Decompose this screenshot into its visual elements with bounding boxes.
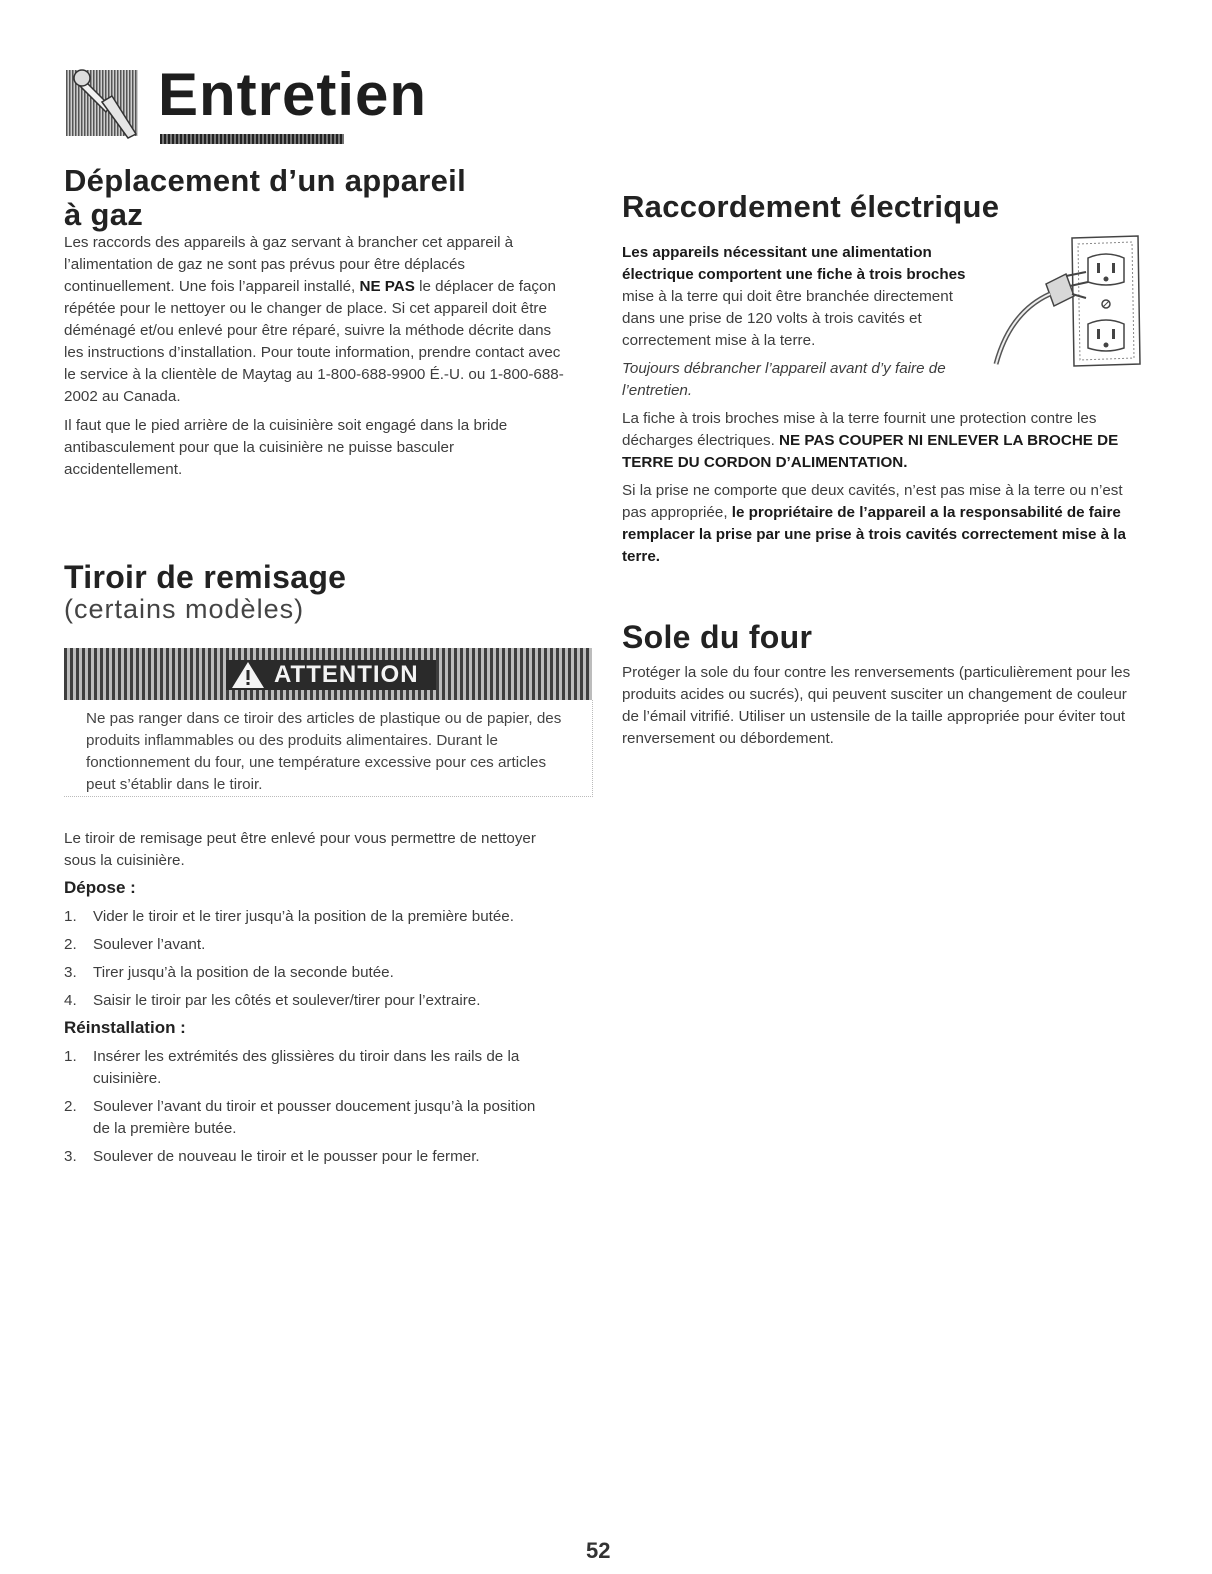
electrical-italic-note: Toujours débrancher l’appareil avant d’y faire de l’entretien. bbox=[622, 360, 946, 399]
wrench-tool-icon bbox=[66, 62, 146, 142]
list-item: 1. Insérer les extrémités des glissières du tiroir dans les rails de la cuisinière. bbox=[64, 1048, 520, 1087]
page-number: 52 bbox=[586, 1538, 611, 1563]
electrical-para1-bold: Les appareils nécessitant une alimentation électrique comportent une fiche à trois broches bbox=[622, 244, 966, 283]
oven-title: Sole du four bbox=[622, 619, 813, 655]
gas-section bbox=[64, 164, 574, 481]
gas-para1-text-a: Les raccords des appareils à gaz servant à brancher cet appareil à l’alimentation de gaz ne sont pas prévus pour être déplacés continuellement. Une fois l’appareil installé, bbox=[64, 234, 514, 295]
gas-para1-text-b: le déplacer de façon répétée pour le nettoyer ou le changer de place. Si cet appareil doit être déménagé et/ou enlevé pour être réparé, suivre la méthode décrite dans les instructions d’installation. Pour toute information, prendre contact avec le service à la clientèle de Maytag au 1-800-688-9900 É.-U. ou 1-800-688-2002 au Canada. bbox=[64, 278, 564, 405]
electrical-paragraph-1 bbox=[622, 242, 982, 352]
reinstall-steps bbox=[64, 1046, 544, 1168]
list-item: 4. Saisir le tiroir par les côtés et soulever/tirer pour l’extraire. bbox=[64, 992, 481, 1009]
removal-heading: Dépose : bbox=[64, 878, 136, 897]
gas-title-line1: Déplacement d’un appareil bbox=[64, 163, 466, 198]
electrical-para2-text: La fiche à trois broches mise à la terre fournit une protection contre les décharges électriques. bbox=[622, 410, 1097, 449]
warning-label: ATTENTION bbox=[226, 660, 436, 690]
gas-paragraph-1 bbox=[64, 232, 574, 408]
electrical-title: Raccordement électrique bbox=[622, 189, 1000, 224]
gas-paragraph-2: Il faut que le pied arrière de la cuisinière soit engagé dans la bride antibasculement pour que la cuisinière ne puisse basculer accidentellement. bbox=[64, 417, 508, 478]
list-item: 3. Tirer jusqu’à la position de la seconde butée. bbox=[64, 964, 394, 981]
drawer-title: Tiroir de remisage bbox=[64, 559, 347, 595]
plug-outlet-illustration bbox=[990, 232, 1142, 374]
electrical-para2-bold: NE PAS COUPER NI ENLEVER LA BROCHE DE TERRE DU CORDON D’ALIMENTATION. bbox=[622, 432, 1119, 471]
reinstall-heading: Réinstallation : bbox=[64, 1018, 186, 1037]
warning-text: Ne pas ranger dans ce tiroir des articles de plastique ou de papier, des produits inflammables ou des produits alimentaires. Durant le fonctionnement du four, une température excessive pour ces articles peut s’établir dans le tiroir. bbox=[86, 710, 562, 793]
electrical-paragraph-3 bbox=[622, 480, 1144, 568]
electrical-para3-text: Si la prise ne comporte que deux cavités, n’est pas mise à la terre ou n’est pas appropriée, bbox=[622, 482, 1123, 521]
electrical-paragraph-2 bbox=[622, 408, 1144, 474]
gas-title-line2: à gaz bbox=[64, 197, 144, 232]
list-item: 1. Vider le tiroir et le tirer jusqu’à la position de la première butée. bbox=[64, 908, 514, 925]
page-title: Entretien bbox=[158, 61, 428, 128]
electrical-para1-rest: mise à la terre qui doit être branchée directement dans une prise de 120 volts à trois cavités et correctement mise à la terre. bbox=[622, 288, 953, 349]
list-item: 3. Soulever de nouveau le tiroir et le pousser pour le fermer. bbox=[64, 1148, 480, 1165]
list-item: 2. Soulever l’avant du tiroir et pousser doucement jusqu’à la position de la première butée. bbox=[64, 1098, 536, 1137]
oven-paragraph: Protéger la sole du four contre les renversements (particulièrement pour les produits acides ou sucrés), qui peuvent susciter un changement de couleur de l’émail vitrifié. Utiliser un ustensile de la taille appropriée pour éviter tout renversement ou débordement. bbox=[622, 664, 1131, 747]
title-underline bbox=[160, 134, 344, 144]
list-item: 2. Soulever l’avant. bbox=[64, 936, 206, 953]
warning-triangle-icon bbox=[230, 660, 266, 690]
electrical-para3-bold: le propriétaire de l’appareil a la responsabilité de faire remplacer la prise par une prise à trois cavités correctement mise à la terre. bbox=[622, 504, 1126, 565]
drawer-intro: Le tiroir de remisage peut être enlevé pour vous permettre de nettoyer sous la cuisinière. bbox=[64, 830, 536, 869]
drawer-subtitle: (certains modèles) bbox=[64, 594, 305, 624]
removal-steps bbox=[64, 906, 574, 1012]
drawer-heading bbox=[64, 560, 574, 624]
oven-section bbox=[622, 620, 1144, 750]
gas-para1-bold: NE PAS bbox=[359, 278, 415, 295]
drawer-body bbox=[64, 828, 574, 1174]
